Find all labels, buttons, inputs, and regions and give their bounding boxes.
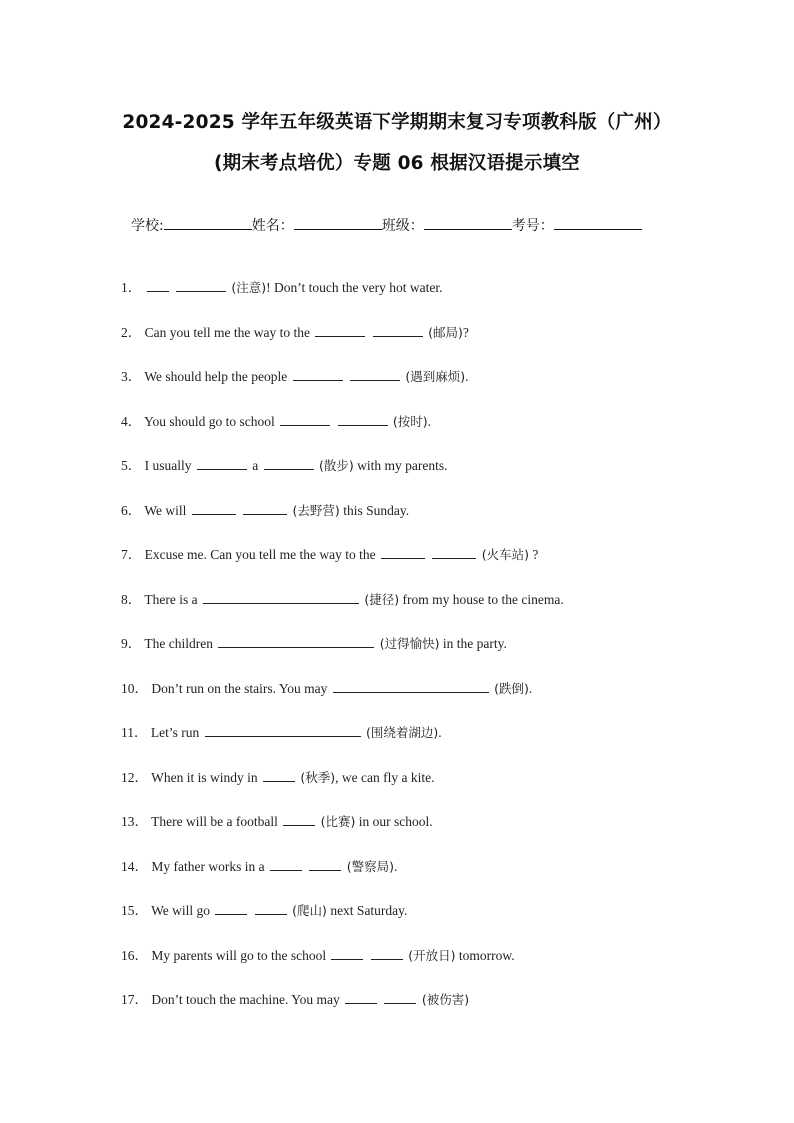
question-text-after: .: [394, 859, 398, 874]
question-2: [121, 321, 469, 341]
question-text-before: We will go: [151, 903, 211, 918]
chinese-hint: (火车站): [481, 547, 529, 562]
answer-blank[interactable]: [263, 770, 295, 782]
question-text-before: We should help the people: [144, 369, 288, 384]
chinese-hint: (比赛): [320, 814, 356, 829]
question-9: [121, 632, 507, 652]
school-label: 学校:: [131, 218, 164, 234]
question-6: [121, 499, 409, 519]
question-text-before: Excuse me. Can you tell me the way to the: [144, 547, 376, 562]
answer-blank[interactable]: [350, 369, 400, 381]
question-5: [121, 454, 448, 474]
question-text-after: tomorrow.: [455, 948, 515, 963]
question-text-after: ! Don’t touch the very hot water.: [266, 280, 443, 295]
answer-blank[interactable]: [381, 547, 425, 559]
question-17: [121, 988, 469, 1008]
chinese-hint: (跌倒): [494, 681, 529, 696]
question-text-after: with my parents.: [353, 458, 448, 473]
question-number: 13．: [121, 814, 148, 829]
name-field[interactable]: [294, 217, 382, 230]
chinese-hint: (邮局): [428, 325, 463, 340]
question-number: 16．: [121, 948, 148, 963]
question-number: 2．: [121, 325, 142, 340]
chinese-hint: (过得愉快): [379, 636, 440, 651]
question-text-before: You should go to school: [144, 414, 275, 429]
chinese-hint: (爬山): [292, 903, 327, 918]
question-text-before: There is a: [144, 592, 198, 607]
answer-blank[interactable]: [176, 280, 226, 292]
question-text-before: Don’t touch the machine. You may: [151, 992, 340, 1007]
answer-blank[interactable]: [264, 458, 314, 470]
question-text-after: in our school.: [355, 814, 433, 829]
answer-blank[interactable]: [432, 547, 476, 559]
name-label: 姓名：: [251, 218, 294, 234]
exam-no-field[interactable]: [554, 217, 642, 230]
question-4: [121, 410, 431, 430]
question-number: 14．: [121, 859, 148, 874]
chinese-hint: (警察局): [346, 859, 394, 874]
answer-blank[interactable]: [283, 814, 315, 826]
question-text-before: I usually: [144, 458, 192, 473]
question-number: 12．: [121, 770, 148, 785]
question-text-after: ?: [462, 325, 469, 340]
question-text-before: The children: [144, 636, 213, 651]
question-text-before: When it is windy in: [151, 770, 258, 785]
answer-blank[interactable]: [371, 948, 403, 960]
question-1: [121, 276, 442, 296]
question-10: [121, 677, 532, 697]
question-number: 6．: [121, 503, 142, 518]
question-text-after: .: [427, 414, 432, 429]
chinese-hint: (围绕着湖边): [366, 725, 439, 740]
question-text-middle: a: [252, 458, 259, 473]
question-text-after: in the party.: [439, 636, 507, 651]
question-number: 3．: [121, 369, 142, 384]
question-7: [121, 543, 538, 563]
question-number: 1．: [121, 280, 142, 295]
question-number: 8．: [121, 592, 142, 607]
question-number: 7．: [121, 547, 142, 562]
question-number: 15．: [121, 903, 148, 918]
answer-blank[interactable]: [270, 859, 302, 871]
question-text-after: next Saturday.: [326, 903, 408, 918]
class-label: 班级：: [381, 218, 424, 234]
answer-blank[interactable]: [203, 592, 359, 604]
question-number: 10．: [121, 681, 148, 696]
answer-blank[interactable]: [280, 414, 330, 426]
question-11: [121, 721, 442, 741]
question-text-before: There will be a football: [151, 814, 278, 829]
page-subtitle: (期末考点培优）专题 06 根据汉语提示填空: [214, 153, 580, 174]
question-13: [121, 810, 433, 830]
chinese-hint: (被伤害): [421, 992, 470, 1007]
answer-blank[interactable]: [309, 859, 341, 871]
chinese-hint: (秋季): [300, 770, 336, 785]
question-8: [121, 588, 564, 608]
question-text-after: this Sunday.: [339, 503, 410, 518]
question-text-after: from my house to the cinema.: [399, 592, 564, 607]
answer-blank[interactable]: [384, 992, 416, 1004]
question-text-before: We will: [144, 503, 187, 518]
answer-blank[interactable]: [215, 903, 247, 915]
exam-no-label: 考号：: [511, 218, 554, 234]
question-text-before: Don’t run on the stairs. You may: [151, 681, 328, 696]
question-15: [121, 899, 407, 919]
answer-blank[interactable]: [373, 325, 423, 337]
question-text-after: , we can fly a kite.: [335, 770, 435, 785]
chinese-hint: (注意): [231, 280, 267, 295]
question-3: [121, 365, 469, 385]
student-info-line: [131, 215, 642, 235]
answer-blank[interactable]: [333, 681, 489, 693]
answer-blank[interactable]: [293, 369, 343, 381]
question-number: 5．: [121, 458, 142, 473]
answer-blank[interactable]: [192, 503, 236, 515]
answer-blank[interactable]: [147, 280, 169, 292]
answer-blank[interactable]: [338, 414, 388, 426]
chinese-hint: (按时): [392, 414, 428, 429]
question-text-before: My father works in a: [151, 859, 265, 874]
question-text-after: ?: [528, 547, 539, 562]
chinese-hint: (捷径): [364, 592, 400, 607]
chinese-hint: (散步): [319, 458, 354, 473]
school-field[interactable]: [164, 217, 252, 230]
question-text-before: Let’s run: [150, 725, 200, 740]
chinese-hint: (开放日): [408, 948, 456, 963]
chinese-hint: (遇到麻烦): [405, 369, 466, 384]
answer-blank[interactable]: [218, 636, 374, 648]
question-number: 4．: [121, 414, 142, 429]
page-title: 2024-2025 学年五年级英语下学期期末复习专项教科版（广州）: [122, 112, 672, 133]
question-number: 11．: [121, 725, 148, 740]
question-text-after: .: [528, 681, 533, 696]
answer-blank[interactable]: [331, 948, 363, 960]
chinese-hint: (去野营): [292, 503, 340, 518]
question-12: [121, 766, 435, 786]
answer-blank[interactable]: [197, 458, 247, 470]
question-number: 17．: [121, 992, 148, 1007]
answer-blank[interactable]: [345, 992, 377, 1004]
answer-blank[interactable]: [255, 903, 287, 915]
question-text-before: My parents will go to the school: [151, 948, 327, 963]
answer-blank[interactable]: [243, 503, 287, 515]
question-text-after: .: [438, 725, 442, 740]
class-field[interactable]: [424, 217, 512, 230]
answer-blank[interactable]: [315, 325, 365, 337]
answer-blank[interactable]: [205, 725, 361, 737]
question-text-before: Can you tell me the way to the: [144, 325, 310, 340]
question-text-after: .: [465, 369, 469, 384]
question-14: [121, 855, 397, 875]
question-number: 9．: [121, 636, 142, 651]
question-16: [121, 944, 515, 964]
